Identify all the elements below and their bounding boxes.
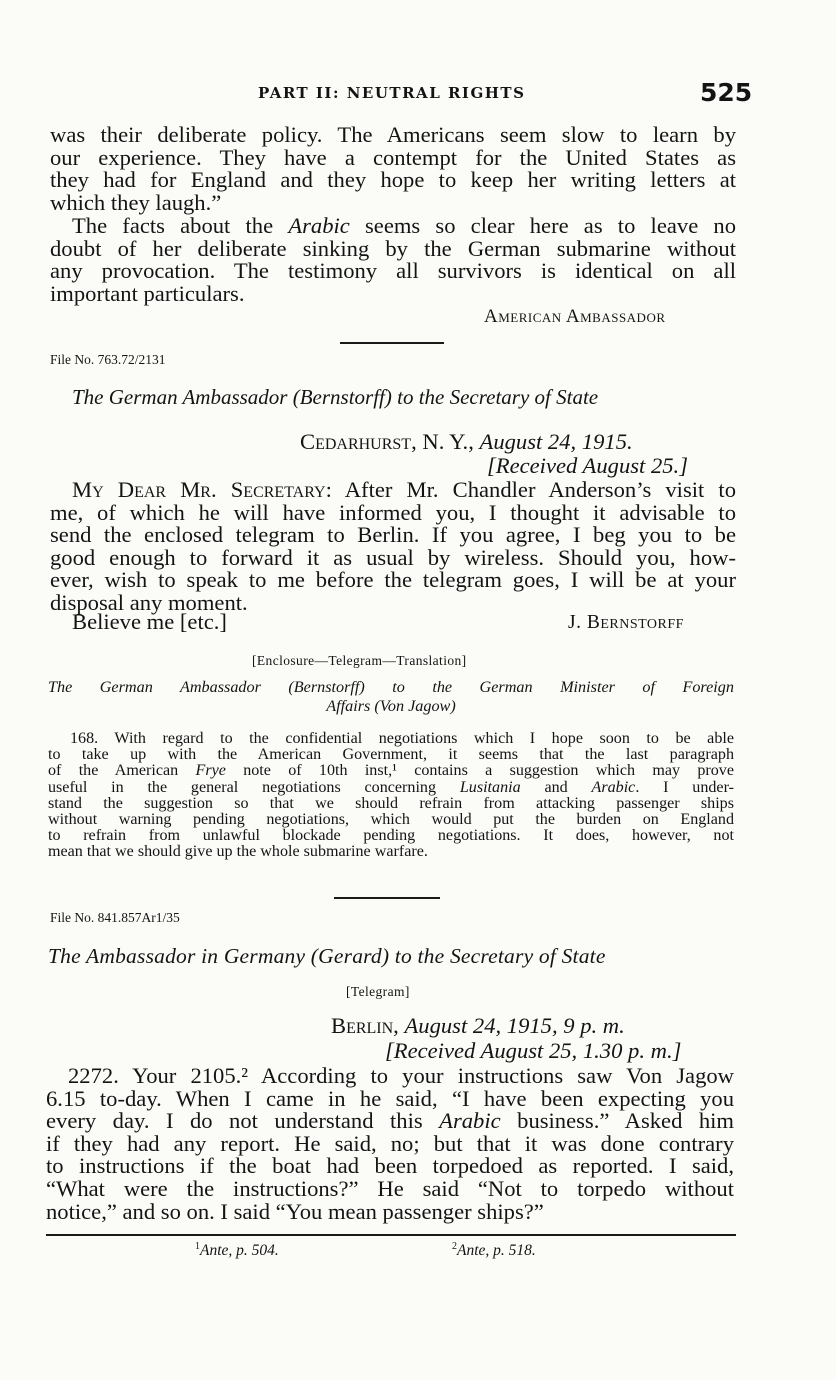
text-line [46, 1110, 734, 1133]
text-line [50, 479, 736, 502]
telegram-body [46, 1065, 734, 1223]
text-line [48, 796, 734, 812]
section-divider [340, 342, 444, 344]
text-run: business.” Asked him [500, 1108, 734, 1134]
document-heading: The Ambassador in Germany (Gerard) to the Secretary of State [48, 944, 606, 968]
text-run: notice,” and so on. I said “You mean passenger ships?” [46, 1198, 544, 1224]
text-line: was their deliberate policy. The Americans seem slow to learn by [50, 122, 736, 147]
text-run: and [520, 778, 592, 796]
text-line [48, 844, 734, 860]
text-line: doubt of her deliberate sinking by the German submarine without [50, 235, 736, 261]
text-run: every day. I do not understand this [46, 1108, 440, 1134]
text-line [46, 1130, 734, 1156]
closing: Believe me [etc.] [72, 609, 227, 634]
text-run: seems so clear here as to leave no [349, 213, 736, 238]
text-run: stand the suggestion so that we should refrain from attacking passenger ships [48, 794, 734, 812]
text-line [46, 1175, 734, 1201]
telegram-caption: [Telegram] [346, 984, 410, 999]
received-date: [Received August 25.] [487, 453, 688, 478]
text-run: if they had any report. He said, no; but that it was done contrary [46, 1130, 734, 1156]
text-run: 6.15 to-day. When I came in he said, “I have been expecting you [46, 1085, 734, 1111]
text-run: The facts about the [72, 213, 289, 238]
footnote-2 [452, 1242, 536, 1260]
text-run: 2272. Your 2105.² According to your instructions saw Von Jagow [68, 1063, 734, 1088]
text-line [46, 1198, 734, 1224]
section-divider [334, 897, 440, 899]
heading-line: Affairs (Von Jagow) [326, 697, 456, 715]
footnote-marker: 2 [452, 1241, 457, 1252]
footnote-marker: 1 [195, 1241, 200, 1252]
heading-line: The German Ambassador (Bernstorff) to the German Minister of Foreign [48, 678, 734, 696]
italic-term: Arabic [439, 1108, 501, 1134]
file-number: File No. 841.857Ar1/35 [50, 910, 180, 925]
salutation: My Dear Mr. Secretary [72, 477, 326, 502]
text-run: to refrain from unlawful blockade pending negotiations. It does, however, not [48, 827, 734, 845]
footnote-1 [195, 1242, 279, 1260]
letter-continuation [50, 124, 736, 214]
place: Berlin, [331, 1013, 399, 1038]
text-line [50, 215, 736, 238]
enclosure-caption: [Enclosure—Telegram—Translation] [252, 653, 467, 668]
text-line: our experience. They have a contempt for the United States as [50, 144, 736, 170]
enclosure-telegram-text [48, 731, 734, 861]
text-run: : After Mr. Chandler Anderson’s visit to [325, 477, 736, 502]
dateline [331, 1015, 625, 1038]
document-heading: The German Ambassador (Bernstorff) to the Secretary of State [72, 385, 599, 409]
enclosure-heading [48, 678, 734, 716]
letter-body [50, 479, 736, 615]
text-line [48, 731, 734, 747]
text-line [48, 780, 734, 796]
text-run: “What were the instructions?” He said “Not to torpedo without [46, 1175, 734, 1201]
date: August 24, 1915, 9 p. m. [404, 1013, 625, 1038]
text-line: important particulars. [50, 280, 245, 306]
text-line [48, 828, 734, 844]
dateline [300, 431, 633, 454]
italic-term: Arabic [591, 778, 636, 796]
text-line [46, 1155, 734, 1178]
received-note [385, 1040, 681, 1063]
ship-name: Arabic [288, 213, 350, 238]
text-run: without warning pending negotiations, which would put the burden on England [48, 810, 734, 828]
text-line: send the enclosed telegram to Berlin. If you agree, I beg you to be [50, 522, 736, 548]
text-line [48, 812, 734, 828]
page-number: 525 [700, 78, 753, 107]
text-line: me, of which he will have informed you, I thought it advisable to [50, 499, 736, 525]
text-run: . I under- [635, 778, 734, 796]
footnote-text: Ante, p. 518. [457, 1242, 536, 1259]
text-line: disposal any moment. [50, 589, 248, 615]
text-run: to instructions if the boat had been torpedoed as reported. I said, [46, 1153, 734, 1179]
date: August 24, 1915. [479, 429, 633, 454]
running-title: PART II: NEUTRAL RIGHTS [258, 84, 526, 102]
footnote-rule [46, 1234, 736, 1236]
text-line: good enough to forward it as usual by wireless. Should you, how- [50, 544, 736, 570]
received-note [487, 455, 688, 478]
text-run: of the American [48, 762, 196, 780]
text-line [48, 747, 734, 763]
signature-american-ambassador: American Ambassador [484, 306, 666, 327]
text-run: mean that we should give up the whole submarine warfare. [48, 843, 428, 861]
text-run: 168. With regard to the confidential negotiations which I hope soon to be able [70, 730, 734, 747]
signature-bernstorff: J. Bernstorff [568, 612, 684, 633]
file-number: File No. 763.72/2131 [50, 352, 166, 367]
text-line: which they laugh.” [50, 189, 222, 215]
italic-term: Lusitania [459, 778, 521, 796]
letter-paragraph-2 [50, 215, 736, 305]
text-line [46, 1085, 734, 1111]
text-line: they had for England and they hope to keep her writing letters at [50, 167, 736, 193]
text-line: ever, wish to speak to me before the telegram goes, I will be at your [50, 567, 736, 593]
text-run: to take up with the American Government, it seems that the last paragraph [48, 746, 734, 764]
footnote-text: Ante, p. 504. [200, 1242, 279, 1259]
text-run: useful in the general negotiations concerning [48, 778, 460, 796]
received-date: [Received August 25, 1.30 p. m.] [385, 1038, 682, 1063]
text-line [46, 1065, 734, 1088]
text-line: any provocation. The testimony all survivors is identical on all [50, 258, 736, 284]
text-line [48, 763, 734, 779]
place: Cedarhurst, N. Y., [300, 429, 474, 454]
text-run: note of 10th inst,¹ contains a suggestion which may prove [225, 762, 734, 780]
italic-term: Frye [195, 762, 226, 780]
